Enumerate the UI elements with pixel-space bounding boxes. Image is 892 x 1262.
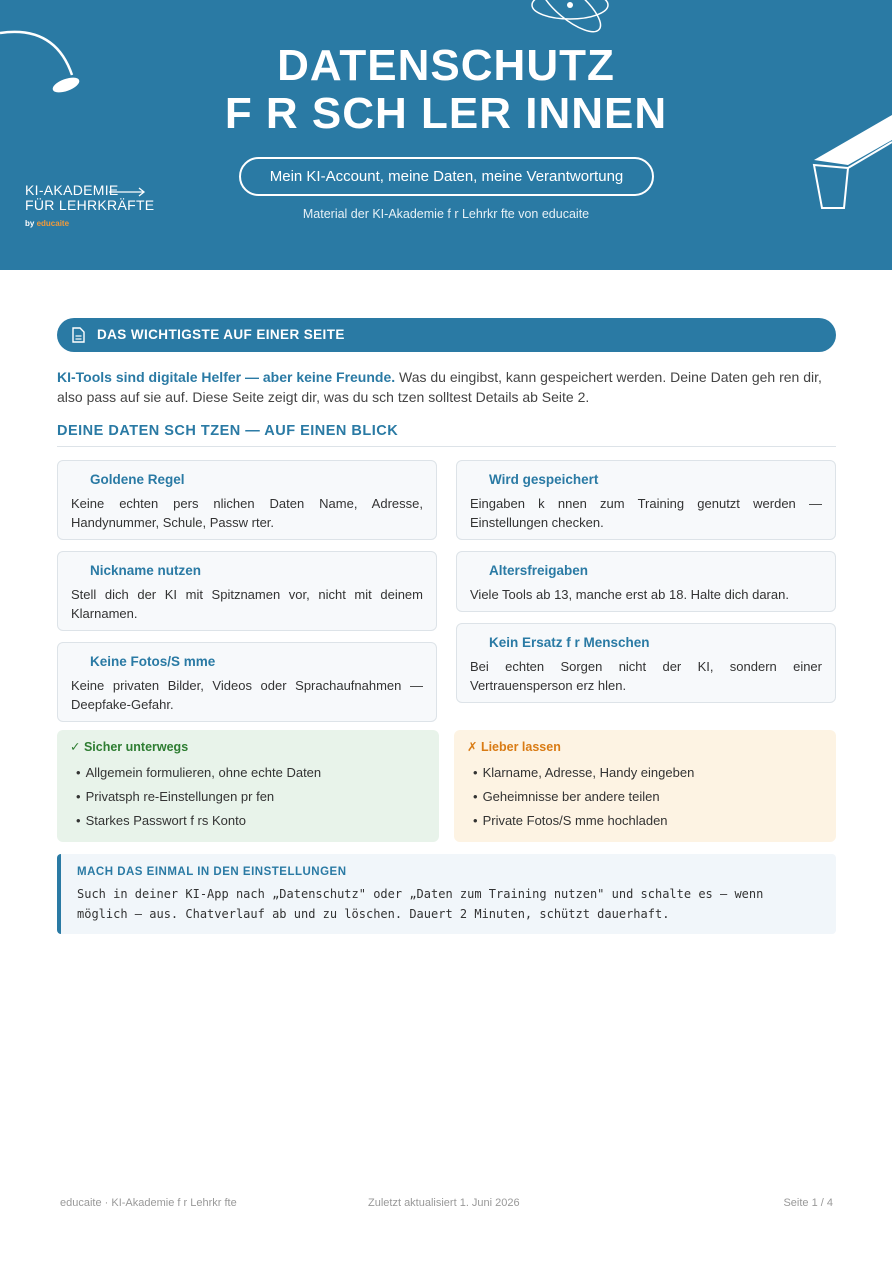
card-title: Wird gespeichert xyxy=(489,472,599,487)
footer-center: Zuletzt aktualisiert 1. Juni 2026 xyxy=(368,1197,520,1209)
note-heading: MACH DAS EINMAL IN DEN EINSTELLUNGEN xyxy=(77,866,347,878)
card-text: Stell dich der KI mit Spitznamen vor, nicht mit deinem Klarnamen. xyxy=(71,587,423,621)
card-text: Viele Tools ab 13, manche erst ab 18. Halte dich daran. xyxy=(470,587,789,602)
page-title-line-1: DATENSCHUTZ xyxy=(277,41,615,90)
card-kein-ersatz xyxy=(456,623,836,703)
card-altersfreigaben xyxy=(456,551,836,612)
intro-bold: KI-Tools sind digitale Helfer — aber keine Freunde. xyxy=(57,369,396,385)
do-box xyxy=(57,730,439,842)
list-item: • Private Fotos/S mme hochladen xyxy=(467,809,823,833)
logo-brand: educaite xyxy=(36,219,70,228)
ki-akademie-logo xyxy=(25,183,154,228)
logo-line-2: FÜR LEHRKRÄFTE xyxy=(25,197,155,213)
card-title: Goldene Regel xyxy=(90,472,185,487)
dont-list xyxy=(467,761,823,833)
list-item: • Klarname, Adresse, Handy eingeben xyxy=(467,761,823,785)
list-item: • Allgemein formulieren, ohne echte Daten xyxy=(70,761,426,785)
source-line: Material der KI-Akademie f r Lehrkr fte von educaite xyxy=(302,207,590,221)
arrow-icon xyxy=(109,187,147,197)
card-text: Eingaben k nnen zum Training genutzt werden — Einstellungen checken. xyxy=(470,496,822,530)
header-banner xyxy=(0,0,892,270)
page-title-line-2: F R SCH LER INNEN xyxy=(224,89,668,138)
subtitle-pill: Mein KI-Account, meine Daten, meine Verantwortung xyxy=(239,157,654,196)
card-title: Keine Fotos/S mme xyxy=(90,654,216,669)
card-text: Bei echten Sorgen nicht der KI, sondern einer Vertrauensperson erz hlen. xyxy=(470,659,822,693)
card-nickname xyxy=(57,551,437,631)
footer-page-number: Seite 1 / 4 xyxy=(783,1197,833,1209)
card-keine-fotos xyxy=(57,642,437,722)
do-list xyxy=(70,761,426,833)
card-title: Altersfreigaben xyxy=(489,563,589,578)
list-item: • Geheimnisse ber andere teilen xyxy=(467,785,823,809)
section-header xyxy=(57,318,836,352)
card-wird-gespeichert xyxy=(456,460,836,540)
card-goldene-regel xyxy=(57,460,437,540)
logo-line-1: KI-AKADEMIE xyxy=(25,182,119,198)
sub-heading: DEINE DATEN SCH TZEN — AUF EINEN BLICK xyxy=(57,423,836,447)
intro-text: Was du eingibst, kann gespeichert werden. Deine Daten geh ren dir, also pass auf sie auf. Diese Seite zeigt dir, was du sch tzen solltest Details ab Seite 2. xyxy=(57,369,822,405)
card-text: Keine echten pers nlichen Daten Name, Adresse, Handynummer, Schule, Passw rter. xyxy=(71,496,423,530)
intro-paragraph xyxy=(57,367,836,407)
footer-left: educaite · KI-Akademie f r Lehrkr fte xyxy=(60,1197,237,1209)
atom-decoration-icon xyxy=(525,0,615,40)
card-title: Kein Ersatz f r Menschen xyxy=(489,635,650,650)
dont-box-heading: ✗ Lieber lassen xyxy=(467,740,561,754)
note-text: Such in deiner KI-App nach „Datenschutz" oder „Daten zum Training nutzen" und schalte es — wenn möglich — aus. Chatverlauf ab und zu löschen. Dauert 2 Minuten, schützt dauerhaft. xyxy=(77,887,764,921)
settings-note xyxy=(57,854,836,934)
card-text: Keine privaten Bilder, Videos oder Sprachaufnahmen — Deepfake-Gefahr. xyxy=(71,678,423,712)
list-item: • Privatsph re-Einstellungen pr fen xyxy=(70,785,426,809)
card-title: Nickname nutzen xyxy=(90,563,202,578)
list-item: • Starkes Passwort f rs Konto xyxy=(70,809,426,833)
do-box-heading: ✓ Sicher unterwegs xyxy=(70,740,189,754)
dont-box xyxy=(454,730,836,842)
logo-byline: by educaite xyxy=(25,219,70,228)
section-title: DAS WICHTIGSTE AUF EINER SEITE xyxy=(97,327,345,342)
document-icon xyxy=(72,327,85,343)
